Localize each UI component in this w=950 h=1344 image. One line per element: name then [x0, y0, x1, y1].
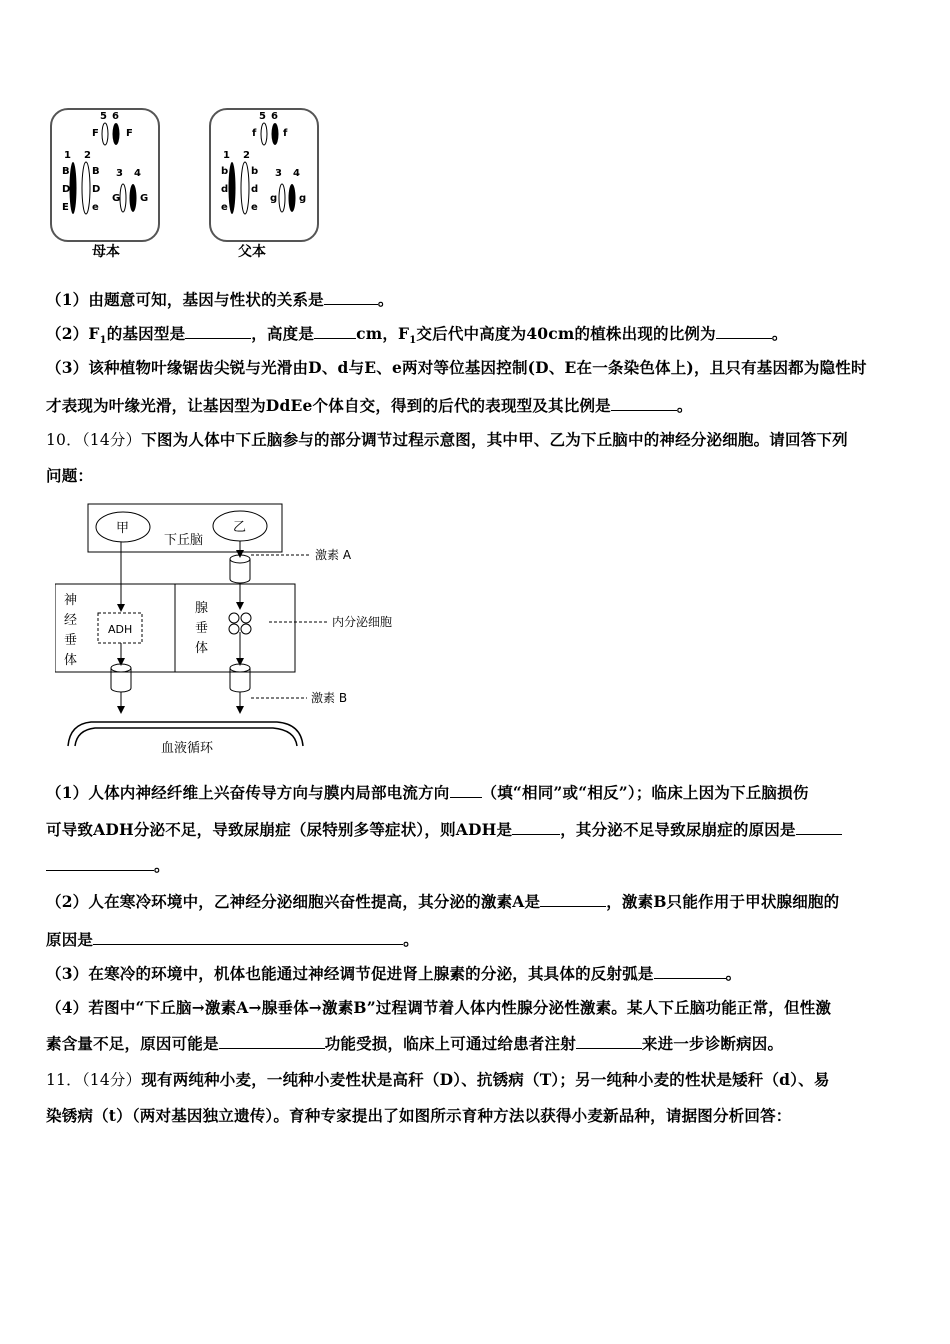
- label-hypothalamus: 下丘脑: [164, 533, 204, 548]
- father-chromosome-1: [229, 162, 236, 214]
- q9-part2-c: ，高度是: [251, 324, 315, 343]
- q9-part2-a: （2）F: [46, 324, 100, 343]
- mother-chromosome-2: [82, 162, 90, 214]
- q10-part1-line1: [46, 781, 809, 803]
- q9-part1-end: 。: [377, 290, 394, 309]
- mother-allele-4: G: [140, 193, 149, 204]
- endocrine-cells-icon: [229, 613, 251, 634]
- q10-part2-text-c: 原因是: [46, 930, 94, 949]
- label-adeno-pit-1: 腺: [195, 601, 209, 616]
- q11-stem-line2: 染锈病（t）（两对基因独立遗传）。育种专家提出了如图所示育种方法以获得小麦新品种，请据图分析回答：: [46, 1106, 792, 1125]
- q10-part1-blank1: [450, 783, 482, 798]
- q10-part2-line2: [46, 928, 419, 950]
- father-chromosomes: [209, 108, 319, 240]
- q10-stem-line2: 问题：: [46, 466, 94, 485]
- q10-part1-end: 。: [154, 856, 170, 875]
- q10-part2-end: 。: [403, 930, 419, 949]
- q10-part4-text-c: 来进一步诊断病因。: [641, 1034, 784, 1053]
- label-adeno-pit-3: 体: [195, 641, 209, 656]
- mother-chromosome-3: [120, 184, 126, 212]
- father-allele-5: f: [252, 128, 257, 139]
- father-label-2: 2: [243, 150, 250, 161]
- q9-part3-blank: [611, 396, 677, 411]
- mother-label-3: 3: [116, 168, 123, 179]
- mother-chromosomes: [50, 108, 160, 240]
- mother-label-4: 4: [134, 168, 141, 179]
- mother-allele-2a: B: [92, 166, 100, 177]
- father-allele-1c: e: [221, 202, 228, 213]
- q9-part2-e: 交后代中高度为40cm的植株出现的比例为: [416, 324, 716, 343]
- q10-number: 10．（14分）: [46, 431, 142, 449]
- q10-part1-text: （1）人体内神经纤维上兴奋传导方向与膜内局部电流方向: [46, 783, 450, 802]
- label-adeno-pit-2: 垂: [195, 621, 209, 636]
- q10-part4-text: 素含量不足，原因可能是: [46, 1034, 219, 1053]
- mother-label-5: 5: [100, 111, 107, 122]
- label-jia: 甲: [116, 521, 130, 536]
- q9-part3-line1: （3）该种植物叶缘锯齿尖锐与光滑由D、d与E、e两对等位基因控制(D、E在一条染色体上)，且只有基因都为隐性时: [46, 358, 867, 377]
- q9-part2-blank1: [185, 324, 251, 339]
- label-yi: 乙: [233, 520, 247, 535]
- hormone-b-vesicle: [230, 664, 250, 692]
- q10-part1-blank2: [512, 820, 560, 835]
- label-neuro-pit-3: 垂: [64, 633, 78, 648]
- q9-part2-end: 。: [771, 324, 788, 343]
- label-endocrine-cell: 内分泌细胞: [332, 615, 393, 629]
- adh-vesicle: [111, 664, 131, 692]
- q9-part2-sub2: 1: [409, 335, 417, 347]
- q10-part2-text: （2）人在寒冷环境中，乙神经分泌细胞兴奋性提高，其分泌的激素A是: [46, 892, 541, 911]
- father-allele-3: g: [270, 193, 278, 204]
- q10-part3-end: 。: [725, 964, 742, 983]
- father-allele-2c: e: [251, 202, 258, 213]
- q10-part1-line3: [46, 854, 170, 876]
- q11-stem-text: 现有两纯种小麦，一纯种小麦性状是高秆（D）、抗锈病（T）；另一纯种小麦的性状是矮秆（d）、易: [141, 1070, 830, 1089]
- label-neuro-pit-2: 经: [64, 613, 78, 628]
- q10-stem-text: 下图为人体中下丘脑参与的部分调节过程示意图，其中甲、乙为下丘脑中的神经分泌细胞。请回答下列: [141, 430, 848, 449]
- q9-part2-b: 的基因型是: [106, 324, 186, 343]
- q10-part4-blank2: [576, 1034, 642, 1049]
- mother-allele-2c: e: [92, 202, 99, 213]
- father-allele-2b: d: [251, 184, 259, 195]
- mother-allele-5: F: [92, 128, 99, 139]
- q10-part3-text: （3）在寒冷的环境中，机体也能通过神经调节促进肾上腺素的分泌，其具体的反射弧是: [46, 964, 654, 983]
- mother-chromosome-6: [113, 123, 120, 145]
- hypothalamus-diagram: [55, 500, 435, 762]
- mother-allele-1c: E: [62, 202, 69, 213]
- q10-part1-line2: [46, 818, 842, 840]
- q9-part2-d: cm，F: [356, 324, 410, 343]
- q10-part2-blank2: [93, 930, 403, 945]
- q10-part2-text-b: ，激素B只能作用于甲状腺细胞的: [606, 892, 840, 911]
- father-label-6: 6: [271, 111, 278, 122]
- father-allele-6: f: [283, 128, 288, 139]
- label-neuro-pit-4: 体: [64, 653, 78, 668]
- q9-part1-blank: [324, 290, 378, 305]
- father-allele-1b: d: [221, 184, 229, 195]
- father-allele-4: g: [299, 193, 307, 204]
- q10-part1-text-b: （填“相同”或“相反”）；临床上因为下丘脑损伤: [481, 783, 809, 802]
- q10-part4-line2: [46, 1032, 783, 1054]
- mother-allele-1b: D: [62, 184, 71, 195]
- mother-label-2: 2: [84, 150, 91, 161]
- label-adh: ADH: [108, 623, 133, 636]
- q9-part2-blank3: [716, 324, 772, 339]
- mother-allele-6: F: [126, 128, 133, 139]
- mother-caption: 母本: [92, 244, 120, 260]
- q9-part1: [46, 288, 394, 310]
- q10-stem-line1: [46, 428, 848, 450]
- label-neuro-pit-1: 神: [64, 593, 78, 608]
- mother-allele-1a: B: [62, 166, 70, 177]
- mother-chromosome-1: [70, 162, 77, 214]
- q10-part3: [46, 962, 741, 984]
- q10-part2-line1: [46, 890, 839, 912]
- father-label-5: 5: [259, 111, 266, 122]
- father-chromosome-5: [261, 123, 267, 145]
- q10-part1-blank4: [46, 856, 154, 871]
- q10-part3-blank: [654, 964, 726, 979]
- q10-part1-text-d: ，其分泌不足导致尿崩症的原因是: [560, 820, 796, 839]
- mother-label-1: 1: [64, 150, 71, 161]
- q9-part1-text: （1）由题意可知，基因与性状的关系是: [46, 290, 324, 309]
- label-blood-circulation: 血液循环: [161, 741, 214, 756]
- q10-part4-line1: （4）若图中“下丘脑→激素A→腺垂体→激素B”过程调节着人体内性腺分泌性激素。某人下丘脑功能正常，但性激: [46, 998, 832, 1017]
- q9-part2-blank2: [314, 324, 356, 339]
- q11-stem-line1: [46, 1068, 830, 1090]
- father-chromosome-6: [272, 123, 279, 145]
- mother-label-6: 6: [112, 111, 119, 122]
- q10-part4-blank1: [219, 1034, 325, 1049]
- q11-number: 11．（14分）: [46, 1071, 142, 1089]
- mother-allele-3: G: [112, 193, 121, 204]
- father-caption: 父本: [238, 244, 266, 260]
- q9-part3-text: 才表现为叶缘光滑，让基因型为DdEe个体自交，得到的后代的表现型及其比例是: [46, 396, 611, 415]
- q10-part2-blank1: [540, 892, 606, 907]
- q10-part1-blank3: [796, 820, 842, 835]
- q9-part3-line2: [46, 394, 693, 416]
- q10-part1-text-c: 可导致ADH分泌不足，导致尿崩症（尿特别多等症状），则ADH是: [46, 820, 513, 839]
- q10-part4-text-b: 功能受损，临床上可通过给患者注射: [324, 1034, 576, 1053]
- label-hormone-a: 激素 A: [315, 548, 352, 562]
- father-chromosome-3: [279, 184, 285, 212]
- father-label-3: 3: [275, 168, 282, 179]
- mother-chromosome-4: [130, 184, 137, 212]
- mother-chromosome-5: [102, 123, 108, 145]
- label-hormone-b: 激素 B: [311, 691, 348, 705]
- father-label-1: 1: [223, 150, 230, 161]
- q9-part2: [46, 322, 788, 346]
- hormone-a-vesicle: [230, 555, 250, 583]
- father-chromosome-4: [289, 184, 296, 212]
- q9-part3-end: 。: [676, 396, 693, 415]
- father-allele-2a: b: [251, 166, 259, 177]
- q9-part2-sub1: 1: [99, 335, 107, 347]
- father-chromosome-2: [241, 162, 249, 214]
- father-label-4: 4: [293, 168, 300, 179]
- father-allele-1a: b: [221, 166, 229, 177]
- mother-allele-2b: D: [92, 184, 101, 195]
